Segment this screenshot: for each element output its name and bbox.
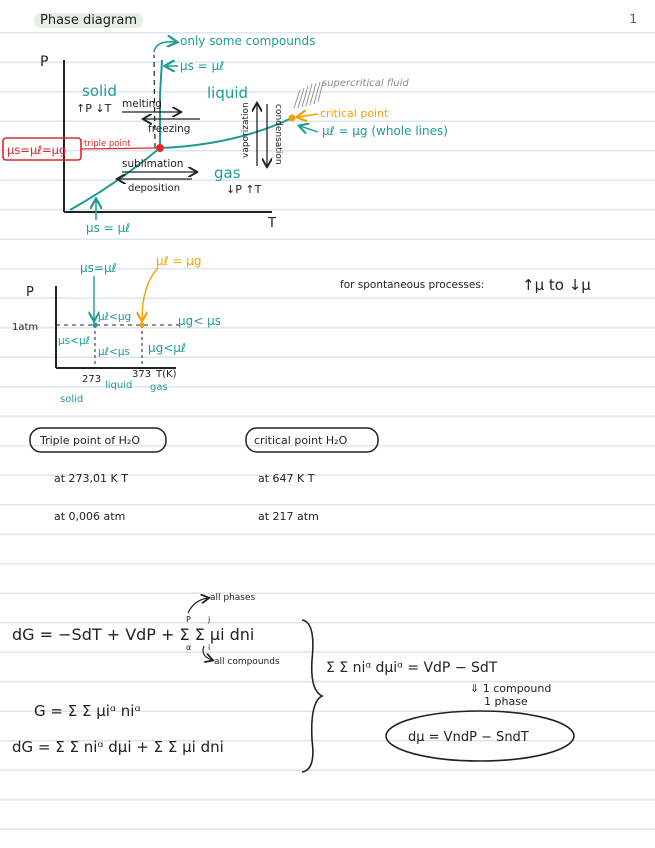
critical-point-temp: at 647 K T — [258, 472, 315, 485]
label-triple-point: triple point — [84, 139, 131, 149]
arrow2-mu-l-g — [142, 268, 158, 320]
label2-mu-s-eq-mu-l: μs=μℓ — [80, 261, 117, 275]
label2-mu-s-lt-mu-l: μs<μℓ — [58, 335, 90, 347]
equation-dG-expanded: dG = Σ Σ niᵅ dμi + Σ Σ μi dni — [12, 738, 224, 756]
critical-point-dot — [289, 115, 296, 122]
sum-sup-p: P — [186, 615, 191, 624]
label-freezing: freezing — [148, 123, 191, 135]
label-triple-eq: μs=μℓ=μg — [7, 143, 67, 157]
critical-point-press: at 217 atm — [258, 510, 319, 523]
label-supercritical-fluid: supercritical fluid — [322, 78, 409, 89]
label2-mu-g-lt-mu-s: μg< μs — [178, 314, 222, 328]
triple-point-temp: at 273,01 K T — [54, 472, 128, 485]
equation-dG-main: dG = −SdT + VdP + Σ Σ μi dni — [12, 625, 255, 644]
label-vaporization: vaporization — [241, 102, 251, 158]
label-sublimation: sublimation — [122, 158, 184, 170]
label2-mu-l-lt-mu-g: μℓ<μg — [98, 311, 132, 323]
equation-final: dμ = VndP − SndT — [408, 730, 529, 745]
axis-label-p-1: P — [40, 54, 49, 70]
label-one-compound: ⇓ 1 compound — [470, 682, 552, 695]
equations-section — [12, 593, 574, 772]
spontaneous-text: for spontaneous processes: — [340, 279, 485, 291]
label-all-compounds: all compounds — [214, 657, 280, 667]
label2-mu-l-eq-mu-g: μℓ = μg — [156, 254, 202, 268]
label2-mu-g-lt-mu-l: μg<μℓ — [148, 341, 186, 355]
axis-label-t-1: T — [268, 216, 276, 231]
sum-sub-alpha: α — [186, 643, 192, 652]
triple-point-title: Triple point of H₂O — [40, 434, 140, 447]
sum-sup-j: j — [208, 615, 211, 624]
region-liquid: liquid — [207, 84, 249, 102]
arrow-critical-point — [298, 114, 318, 117]
label2-solid: solid — [60, 394, 84, 405]
axis-label-p-2: P — [26, 285, 34, 300]
supercritical-hatching — [294, 82, 323, 108]
dot-273 — [92, 322, 97, 327]
label2-mu-l-lt-mu-s: μℓ<μs — [98, 346, 130, 358]
triple-point-section — [30, 428, 166, 523]
equation-G: G = Σ Σ μiᵅ niᵅ — [34, 702, 141, 720]
arrow-only-some — [154, 42, 176, 52]
label-all-phases: all phases — [210, 593, 256, 603]
label-mu-s-eq-mu-l-top: μs = μℓ — [180, 59, 225, 73]
arrow-all-phases — [188, 598, 208, 613]
triple-point-dot — [156, 144, 164, 152]
phase-diagram-1 — [3, 34, 448, 235]
label-1atm: 1atm — [12, 322, 39, 333]
page-title: Phase diagram — [34, 13, 143, 28]
label2-gas: gas — [150, 382, 168, 393]
tick-273: 273 — [82, 374, 102, 385]
triple-point-press: at 0,006 atm — [54, 510, 126, 523]
page-number: 1 — [629, 12, 637, 26]
curly-bracket — [302, 620, 322, 772]
label-condensation: condensation — [273, 104, 283, 165]
label-one-phase: 1 phase — [484, 695, 528, 708]
sum-sub-i: i — [208, 643, 211, 652]
label2-liquid: liquid — [105, 380, 133, 391]
label-mu-l-eq-mu-g-whole-lines: μℓ = μg (whole lines) — [322, 124, 448, 138]
label-deposition: deposition — [128, 183, 181, 194]
label-critical-point: critical point — [320, 107, 389, 120]
region-gas: gas — [214, 164, 241, 182]
solid-arrows: ↑P ↓T — [76, 102, 112, 115]
equation-gibbs-duhem: Σ Σ niᵅ dμiᵅ = VdP − SdT — [326, 660, 498, 676]
gas-arrows: ↓P ↑T — [226, 183, 262, 196]
arrow-whole-lines — [300, 126, 318, 132]
tick-unit: T(K) — [156, 369, 177, 380]
critical-point-section — [246, 428, 378, 523]
label-only-some-compounds: only some compounds — [180, 34, 316, 48]
spontaneous-rule: ↑μ to ↓μ — [522, 276, 591, 294]
region-solid: solid — [82, 82, 117, 100]
tick-373: 373 — [132, 369, 152, 380]
critical-point-title: critical point H₂O — [254, 434, 348, 447]
label-melting: melting — [122, 98, 162, 110]
dot-373 — [139, 322, 144, 327]
phase-diagram-2 — [12, 254, 221, 405]
label-mu-s-eq-mu-l-bottom: μs = μℓ — [86, 221, 131, 235]
